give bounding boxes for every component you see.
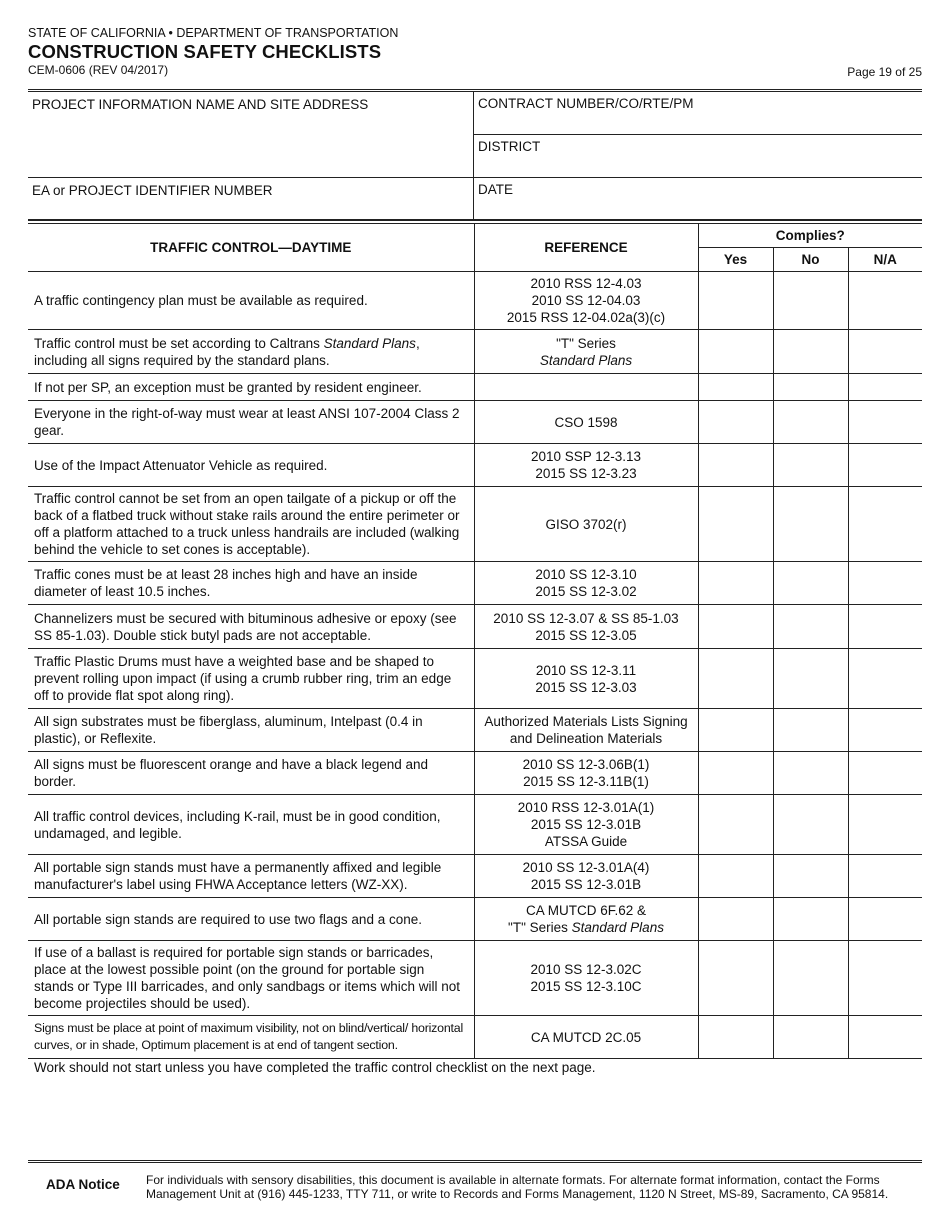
complies-na-cell[interactable] — [848, 795, 922, 855]
complies-na-cell[interactable] — [848, 941, 922, 1016]
date-label: DATE — [478, 182, 514, 197]
reference-line: 2010 SS 12-04.03 — [531, 293, 641, 308]
reference-line: GISO 3702(r) — [545, 516, 627, 532]
complies-no-cell[interactable] — [773, 374, 848, 401]
table-row — [28, 898, 922, 941]
reference-cell — [474, 487, 698, 562]
reference-line: 2010 SSP 12-3.13 — [530, 449, 642, 464]
requirement-text: Use of the Impact Attenuator Vehicle as required. — [28, 444, 474, 487]
project-info-label: PROJECT INFORMATION NAME AND SITE ADDRESS — [32, 97, 369, 112]
reference-line: Authorized Materials Lists Signing — [484, 714, 688, 729]
requirement-text: Everyone in the right-of-way must wear at least ANSI 107-2004 Class 2 gear. — [28, 401, 474, 444]
complies-na-cell[interactable] — [848, 605, 922, 649]
reference-cell — [474, 401, 698, 444]
complies-no-cell[interactable] — [773, 941, 848, 1016]
traffic-control-note: Work should not start unless you have completed the traffic control checklist on the next page. — [34, 1060, 596, 1075]
reference-cell — [474, 855, 698, 898]
reference-line: CSO 1598 — [554, 414, 618, 430]
complies-no-cell[interactable] — [773, 649, 848, 709]
table-row — [28, 649, 922, 709]
complies-no-cell[interactable] — [773, 401, 848, 444]
reference-cell — [474, 562, 698, 605]
reference-cell — [474, 898, 698, 941]
reference-line: Standard Plans — [539, 352, 633, 368]
table-row — [28, 855, 922, 898]
complies-yes-cell[interactable] — [698, 330, 773, 374]
complies-no-cell[interactable] — [773, 272, 848, 330]
requirement-text: If use of a ballast is required for portable sign stands or barricades, place at the lowest possible point (on the ground for portable sign stands or Type III barricades, and only sandbags or items which will not become projectiles should be used). — [28, 941, 474, 1016]
column-header-na: N/A — [848, 248, 922, 272]
table-row — [28, 605, 922, 649]
complies-yes-cell[interactable] — [698, 709, 773, 752]
reference-line: and Delineation Materials — [509, 731, 663, 746]
table-row — [28, 1016, 922, 1059]
complies-yes-cell[interactable] — [698, 1016, 773, 1059]
complies-no-cell[interactable] — [773, 605, 848, 649]
reference-cell — [474, 374, 698, 401]
complies-yes-cell[interactable] — [698, 855, 773, 898]
table-row — [28, 330, 922, 374]
table-row — [28, 444, 922, 487]
ea-identifier-label: EA or PROJECT IDENTIFIER NUMBER — [32, 183, 273, 198]
complies-yes-cell[interactable] — [698, 272, 773, 330]
table-row — [28, 941, 922, 1016]
complies-na-cell[interactable] — [848, 272, 922, 330]
complies-yes-cell[interactable] — [698, 795, 773, 855]
form-header — [28, 26, 922, 78]
reference-line: 2010 SS 12-3.10 — [535, 567, 637, 582]
reference-cell — [474, 605, 698, 649]
reference-line: 2010 RSS 12-4.03 — [530, 276, 642, 291]
requirement-text: Channelizers must be secured with bituminous adhesive or epoxy (see SS 85-1.03). Double stick butyl pads are not acceptable. — [28, 605, 474, 649]
complies-no-cell[interactable] — [773, 795, 848, 855]
reference-cell — [474, 649, 698, 709]
complies-yes-cell[interactable] — [698, 444, 773, 487]
requirement-text: All traffic control devices, including K-rail, must be in good condition, undamaged, and legible. — [28, 795, 474, 855]
date-field[interactable] — [474, 178, 922, 221]
complies-na-cell[interactable] — [848, 562, 922, 605]
reference-cell — [474, 1016, 698, 1059]
requirement-text: All portable sign stands must have a permanently affixed and legible manufacturer's label using FHWA Acceptance letters (WZ-XX). — [28, 855, 474, 898]
complies-no-cell[interactable] — [773, 1016, 848, 1059]
reference-line: 2010 SS 12-3.11 — [535, 662, 637, 678]
complies-na-cell[interactable] — [848, 855, 922, 898]
reference-line: 2015 SS 12-3.05 — [535, 627, 637, 643]
complies-no-cell[interactable] — [773, 855, 848, 898]
complies-no-cell[interactable] — [773, 444, 848, 487]
complies-no-cell[interactable] — [773, 330, 848, 374]
reference-line: 2015 SS 12-3.11B(1) — [523, 774, 649, 789]
table-row — [28, 709, 922, 752]
reference-line: 2015 SS 12-3.03 — [535, 679, 637, 695]
reference-cell — [474, 941, 698, 1016]
requirement-text: If not per SP, an exception must be granted by resident engineer. — [28, 374, 474, 401]
requirement-text: Traffic control must be set according to Caltrans Standard Plans, including all signs required by the standard plans. — [28, 330, 474, 374]
complies-yes-cell[interactable] — [698, 401, 773, 444]
table-row — [28, 795, 922, 855]
ada-notice-label: ADA Notice — [46, 1177, 120, 1192]
complies-no-cell[interactable] — [773, 487, 848, 562]
traffic-control-checklist-table — [28, 223, 922, 1059]
reference-cell — [474, 795, 698, 855]
agency-name: STATE OF CALIFORNIA • DEPARTMENT OF TRANSPORTATION — [28, 26, 399, 40]
reference-line: 2010 SS 12-3.07 & SS 85-1.03 — [493, 610, 679, 626]
complies-na-cell[interactable] — [848, 444, 922, 487]
reference-cell — [474, 330, 698, 374]
complies-yes-cell[interactable] — [698, 605, 773, 649]
reference-line: 2015 SS 12-3.01B — [530, 817, 642, 832]
reference-cell — [474, 272, 698, 330]
table-row — [28, 487, 922, 562]
reference-line: 2015 SS 12-3.10C — [530, 979, 642, 994]
reference-line: 2010 SS 12-3.02C — [530, 962, 642, 977]
table-row — [28, 752, 922, 795]
column-header-complies: Complies? — [698, 224, 922, 248]
ea-identifier-field[interactable] — [28, 178, 474, 221]
table-row — [28, 374, 922, 401]
reference-line: 2010 SS 12-3.06B(1) — [522, 757, 650, 772]
ada-notice-text: For individuals with sensory disabilities, this document is available in alternate formats. For alternate format information, contact the Forms Management Unit at (916) 445-1233, TTY 711, or write to Records and Forms Management, 1120 N Street, MS-89, Sacramento, CA 95814. — [146, 1173, 889, 1201]
complies-na-cell[interactable] — [848, 709, 922, 752]
table-row — [28, 401, 922, 444]
reference-line: 2015 RSS 12-04.02a(3)(c) — [506, 310, 666, 325]
complies-na-cell[interactable] — [848, 374, 922, 401]
table-row — [28, 272, 922, 330]
ada-notice — [28, 1160, 922, 1201]
complies-yes-cell[interactable] — [698, 898, 773, 941]
district-label: DISTRICT — [478, 139, 541, 154]
reference-line: 2010 RSS 12-3.01A(1) — [517, 800, 655, 815]
column-header-no: No — [773, 248, 848, 272]
requirement-text: Traffic cones must be at least 28 inches high and have an inside diameter of least 10.5 inches. — [28, 562, 474, 605]
project-info-field[interactable] — [28, 92, 474, 178]
form-number: CEM-0606 (REV 04/2017) — [28, 63, 169, 77]
contract-number-label: CONTRACT NUMBER/CO/RTE/PM — [478, 96, 694, 111]
requirement-text: All signs must be fluorescent orange and have a black legend and border. — [28, 752, 474, 795]
requirement-text: All portable sign stands are required to use two flags and a cone. — [28, 898, 474, 941]
form-title: CONSTRUCTION SAFETY CHECKLISTS — [28, 41, 382, 62]
complies-yes-cell[interactable] — [698, 941, 773, 1016]
complies-na-cell[interactable] — [848, 330, 922, 374]
reference-line: 2010 SS 12-3.01A(4) — [522, 860, 650, 875]
reference-cell — [474, 752, 698, 795]
requirement-text: All sign substrates must be fiberglass, aluminum, Intelpast (0.4 in plastic), or Reflexite. — [28, 709, 474, 752]
table-row — [28, 562, 922, 605]
reference-line: 2015 SS 12-3.02 — [535, 584, 637, 599]
complies-na-cell[interactable] — [848, 898, 922, 941]
column-header-yes: Yes — [698, 248, 773, 272]
reference-line: "T" Series Standard Plans — [508, 920, 664, 935]
contract-number-field[interactable] — [474, 92, 922, 135]
district-field[interactable] — [474, 135, 922, 178]
reference-line: ATSSA Guide — [544, 834, 628, 849]
complies-no-cell[interactable] — [773, 562, 848, 605]
project-info-block — [28, 89, 922, 221]
reference-cell — [474, 709, 698, 752]
reference-line: CA MUTCD 6F.62 & — [525, 903, 647, 918]
requirement-text: Traffic control cannot be set from an open tailgate of a pickup or off the back of a flatbed truck without stake rails around the entire perimeter or off a platform attached to a truck unless handrails are included (walking behind the vehicle to set cones is acceptable). — [28, 487, 474, 562]
reference-line: 2015 SS 12-3.01B — [530, 877, 642, 892]
requirement-text: Traffic Plastic Drums must have a weighted base and be shaped to prevent rolling upon impact (if using a crumb rubber ring, trim an edge off to provide flat spot along ring). — [28, 649, 474, 709]
complies-na-cell[interactable] — [848, 487, 922, 562]
column-header-requirement: TRAFFIC CONTROL—DAYTIME — [28, 224, 474, 272]
requirement-text: A traffic contingency plan must be available as required. — [28, 272, 474, 330]
complies-yes-cell[interactable] — [698, 562, 773, 605]
complies-na-cell[interactable] — [848, 401, 922, 444]
complies-no-cell[interactable] — [773, 898, 848, 941]
page-number: Page 19 of 25 — [847, 65, 922, 79]
complies-na-cell[interactable] — [848, 1016, 922, 1059]
requirement-text: Signs must be place at point of maximum visibility, not on blind/vertical/ horizontal curves, or in shade, Optimum placement is at end of tangent section. — [28, 1016, 474, 1059]
complies-na-cell[interactable] — [848, 649, 922, 709]
complies-yes-cell[interactable] — [698, 487, 773, 562]
reference-line: "T" Series — [556, 335, 616, 351]
complies-yes-cell[interactable] — [698, 649, 773, 709]
complies-na-cell[interactable] — [848, 752, 922, 795]
reference-cell — [474, 444, 698, 487]
complies-no-cell[interactable] — [773, 752, 848, 795]
column-header-reference: REFERENCE — [474, 224, 698, 272]
complies-no-cell[interactable] — [773, 709, 848, 752]
reference-line: 2015 SS 12-3.23 — [535, 466, 637, 481]
complies-yes-cell[interactable] — [698, 752, 773, 795]
reference-line: CA MUTCD 2C.05 — [530, 1029, 642, 1045]
complies-yes-cell[interactable] — [698, 374, 773, 401]
